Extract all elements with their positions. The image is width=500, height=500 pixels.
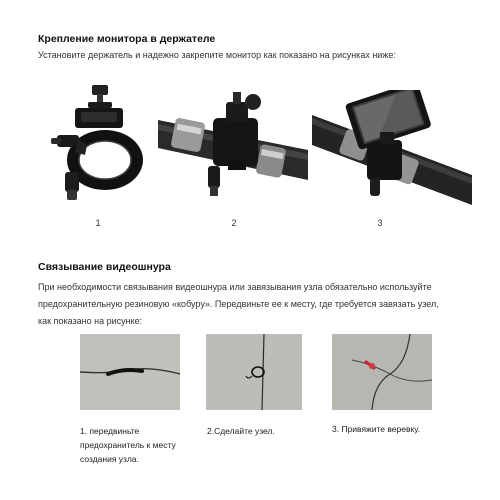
step-caption-3-line-1: 3. Привяжите веревку. xyxy=(332,424,421,434)
section-subtitle-mount: Установите держатель и надежно закрепите монитор как показано на рисунках ниже: xyxy=(38,50,396,60)
handlebar-clamp-icon xyxy=(45,80,155,210)
cord-paragraph-line-3: как показано на рисунке: xyxy=(38,316,143,326)
step-caption-1-line-2: предохранитель к месту xyxy=(80,440,176,450)
figure-number-2: 2 xyxy=(231,218,237,228)
cord-sleeve-photo xyxy=(80,334,180,410)
cord-paragraph xyxy=(38,279,478,330)
cord-paragraph-line-1: При необходимости связывания видеошнура или завязывания узла обязательно используйте xyxy=(38,282,432,292)
step-caption-2-line-1: 2.Сделайте узел. xyxy=(207,426,275,436)
step-caption-1-line-1: 1. передвиньте xyxy=(80,426,140,436)
figure-number-3: 3 xyxy=(377,218,383,228)
cord-paragraph-line-2: предохранительную резиновую «кобуру». Передвиньте ее к месту, где требуется завязать узел, xyxy=(38,299,439,309)
step-caption-1-line-3: создания узла. xyxy=(80,454,139,464)
monitor-on-mount-icon xyxy=(312,90,472,210)
cord-tied-photo xyxy=(332,334,432,410)
step-caption-1 xyxy=(80,424,200,466)
clamp-on-bar-icon xyxy=(158,88,308,203)
section-title-cord: Связывание видеошнура xyxy=(38,261,171,273)
section-title-mount: Крепление монитора в держателе xyxy=(38,33,216,45)
cord-knot-photo xyxy=(206,334,302,410)
step-caption-3 xyxy=(332,422,462,436)
step-caption-2 xyxy=(207,424,317,438)
figure-number-1: 1 xyxy=(95,218,101,228)
